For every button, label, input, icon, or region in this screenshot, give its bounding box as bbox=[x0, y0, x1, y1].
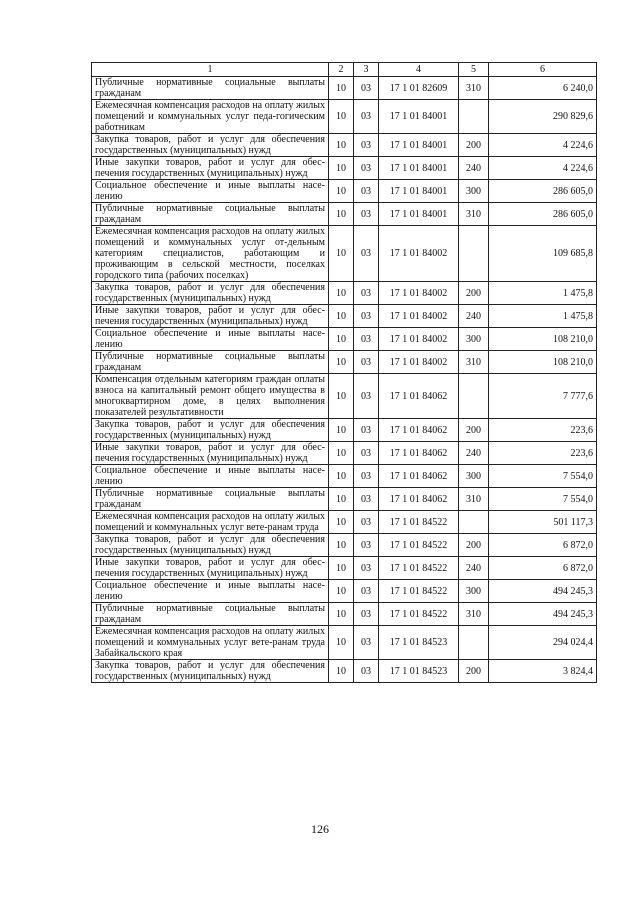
cell-subsection: 03 bbox=[354, 134, 379, 157]
cell-target-article: 17 1 01 84522 bbox=[379, 511, 459, 534]
cell-section: 10 bbox=[329, 100, 354, 134]
cell-expense-type: 240 bbox=[459, 557, 489, 580]
cell-section: 10 bbox=[329, 419, 354, 442]
cell-amount: 7 554,0 bbox=[489, 488, 597, 511]
cell-amount: 4 224,6 bbox=[489, 157, 597, 180]
cell-subsection: 03 bbox=[354, 374, 379, 419]
table-row bbox=[92, 603, 597, 626]
cell-target-article: 17 1 01 84523 bbox=[379, 660, 459, 683]
cell-expense-type: 200 bbox=[459, 134, 489, 157]
cell-target-article: 17 1 01 84002 bbox=[379, 305, 459, 328]
header-col-3: 3 bbox=[354, 63, 379, 77]
cell-section: 10 bbox=[329, 580, 354, 603]
cell-amount: 109 685,8 bbox=[489, 226, 597, 282]
cell-section: 10 bbox=[329, 77, 354, 100]
cell-name: Социальное обеспечение и иные выплаты насе-лению bbox=[92, 580, 329, 603]
cell-expense-type bbox=[459, 511, 489, 534]
cell-section: 10 bbox=[329, 282, 354, 305]
cell-name: Закупка товаров, работ и услуг для обеспечения государственных (муниципальных) нужд bbox=[92, 282, 329, 305]
cell-amount: 7 777,6 bbox=[489, 374, 597, 419]
cell-expense-type: 200 bbox=[459, 282, 489, 305]
cell-subsection: 03 bbox=[354, 77, 379, 100]
cell-target-article: 17 1 01 84001 bbox=[379, 180, 459, 203]
cell-name: Публичные нормативные социальные выплаты гражданам bbox=[92, 203, 329, 226]
cell-subsection: 03 bbox=[354, 603, 379, 626]
cell-target-article: 17 1 01 84522 bbox=[379, 557, 459, 580]
cell-name: Ежемесячная компенсация расходов на оплату жилых помещений и коммунальных услуг педа-гогическим работникам bbox=[92, 100, 329, 134]
cell-target-article: 17 1 01 84001 bbox=[379, 157, 459, 180]
cell-expense-type: 310 bbox=[459, 203, 489, 226]
cell-section: 10 bbox=[329, 534, 354, 557]
table-row bbox=[92, 77, 597, 100]
cell-target-article: 17 1 01 84002 bbox=[379, 328, 459, 351]
cell-amount: 108 210,0 bbox=[489, 328, 597, 351]
cell-amount: 1 475,8 bbox=[489, 305, 597, 328]
cell-target-article: 17 1 01 84001 bbox=[379, 203, 459, 226]
cell-name: Компенсация отдельным категориям граждан оплаты взноса на капитальный ремонт общего имущества в многоквартирном доме, в целях выполнения показателей результативности bbox=[92, 374, 329, 419]
table-row bbox=[92, 557, 597, 580]
cell-target-article: 17 1 01 84002 bbox=[379, 282, 459, 305]
cell-amount: 7 554,0 bbox=[489, 465, 597, 488]
cell-name: Закупка товаров, работ и услуг для обеспечения государственных (муниципальных) нужд bbox=[92, 134, 329, 157]
table-row bbox=[92, 351, 597, 374]
cell-section: 10 bbox=[329, 226, 354, 282]
cell-name: Закупка товаров, работ и услуг для обеспечения государственных (муниципальных) нужд bbox=[92, 534, 329, 557]
cell-expense-type: 240 bbox=[459, 442, 489, 465]
table-row bbox=[92, 305, 597, 328]
cell-expense-type bbox=[459, 374, 489, 419]
table-row bbox=[92, 534, 597, 557]
cell-name: Закупка товаров, работ и услуг для обеспечения государственных (муниципальных) нужд bbox=[92, 660, 329, 683]
cell-subsection: 03 bbox=[354, 226, 379, 282]
cell-name: Ежемесячная компенсация расходов на оплату жилых помещений и коммунальных услуг от-дельным категориям специалистов, работающим и проживающим в сельской местности, поселках городского типа (рабочих поселках) bbox=[92, 226, 329, 282]
cell-amount: 286 605,0 bbox=[489, 180, 597, 203]
table-row bbox=[92, 580, 597, 603]
cell-expense-type: 300 bbox=[459, 328, 489, 351]
cell-subsection: 03 bbox=[354, 626, 379, 660]
cell-target-article: 17 1 01 84062 bbox=[379, 419, 459, 442]
header-col-4: 4 bbox=[379, 63, 459, 77]
cell-section: 10 bbox=[329, 180, 354, 203]
cell-expense-type: 310 bbox=[459, 77, 489, 100]
cell-amount: 6 240,0 bbox=[489, 77, 597, 100]
cell-subsection: 03 bbox=[354, 465, 379, 488]
cell-amount: 1 475,8 bbox=[489, 282, 597, 305]
cell-amount: 6 872,0 bbox=[489, 534, 597, 557]
cell-section: 10 bbox=[329, 374, 354, 419]
cell-target-article: 17 1 01 84002 bbox=[379, 351, 459, 374]
cell-amount: 501 117,3 bbox=[489, 511, 597, 534]
table-row bbox=[92, 419, 597, 442]
budget-table-page bbox=[91, 62, 596, 683]
cell-expense-type bbox=[459, 100, 489, 134]
cell-name: Иные закупки товаров, работ и услуг для обес-печения государственных (муниципальных) нужд bbox=[92, 442, 329, 465]
cell-subsection: 03 bbox=[354, 557, 379, 580]
cell-expense-type: 300 bbox=[459, 180, 489, 203]
cell-target-article: 17 1 01 84062 bbox=[379, 465, 459, 488]
cell-subsection: 03 bbox=[354, 351, 379, 374]
cell-subsection: 03 bbox=[354, 157, 379, 180]
cell-name: Иные закупки товаров, работ и услуг для обес-печения государственных (муниципальных) нужд bbox=[92, 557, 329, 580]
cell-section: 10 bbox=[329, 134, 354, 157]
cell-subsection: 03 bbox=[354, 534, 379, 557]
cell-name: Ежемесячная компенсация расходов на оплату жилых помещений и коммунальных услуг вете-ранам труда Забайкальского края bbox=[92, 626, 329, 660]
table-row bbox=[92, 442, 597, 465]
cell-expense-type: 200 bbox=[459, 419, 489, 442]
header-col-5: 5 bbox=[459, 63, 489, 77]
table-row bbox=[92, 328, 597, 351]
cell-section: 10 bbox=[329, 626, 354, 660]
cell-amount: 494 245,3 bbox=[489, 603, 597, 626]
header-col-1: 1 bbox=[92, 63, 329, 77]
table-row bbox=[92, 660, 597, 683]
table-body bbox=[92, 77, 597, 683]
cell-subsection: 03 bbox=[354, 282, 379, 305]
budget-table bbox=[91, 62, 597, 683]
cell-subsection: 03 bbox=[354, 511, 379, 534]
table-row bbox=[92, 465, 597, 488]
cell-subsection: 03 bbox=[354, 580, 379, 603]
cell-subsection: 03 bbox=[354, 328, 379, 351]
table-row bbox=[92, 180, 597, 203]
table-row bbox=[92, 134, 597, 157]
cell-name: Иные закупки товаров, работ и услуг для обес-печения государственных (муниципальных) нужд bbox=[92, 157, 329, 180]
cell-expense-type: 240 bbox=[459, 157, 489, 180]
table-row bbox=[92, 488, 597, 511]
cell-expense-type: 310 bbox=[459, 351, 489, 374]
table-row bbox=[92, 374, 597, 419]
cell-name: Социальное обеспечение и иные выплаты насе-лению bbox=[92, 328, 329, 351]
cell-amount: 286 605,0 bbox=[489, 203, 597, 226]
cell-subsection: 03 bbox=[354, 442, 379, 465]
cell-expense-type: 240 bbox=[459, 305, 489, 328]
cell-target-article: 17 1 01 84522 bbox=[379, 580, 459, 603]
cell-section: 10 bbox=[329, 465, 354, 488]
table-row bbox=[92, 626, 597, 660]
cell-subsection: 03 bbox=[354, 660, 379, 683]
table-header-row bbox=[92, 63, 597, 77]
cell-expense-type bbox=[459, 226, 489, 282]
cell-amount: 290 829,6 bbox=[489, 100, 597, 134]
cell-subsection: 03 bbox=[354, 488, 379, 511]
cell-expense-type: 310 bbox=[459, 488, 489, 511]
cell-name: Публичные нормативные социальные выплаты гражданам bbox=[92, 77, 329, 100]
cell-section: 10 bbox=[329, 351, 354, 374]
cell-section: 10 bbox=[329, 488, 354, 511]
cell-expense-type: 310 bbox=[459, 603, 489, 626]
cell-expense-type bbox=[459, 626, 489, 660]
cell-name: Публичные нормативные социальные выплаты гражданам bbox=[92, 488, 329, 511]
cell-target-article: 17 1 01 84062 bbox=[379, 488, 459, 511]
cell-name: Ежемесячная компенсация расходов на оплату жилых помещений и коммунальных услуг вете-ранам труда bbox=[92, 511, 329, 534]
cell-section: 10 bbox=[329, 442, 354, 465]
cell-subsection: 03 bbox=[354, 305, 379, 328]
cell-name: Социальное обеспечение и иные выплаты насе-лению bbox=[92, 465, 329, 488]
cell-target-article: 17 1 01 82609 bbox=[379, 77, 459, 100]
cell-subsection: 03 bbox=[354, 180, 379, 203]
cell-expense-type: 300 bbox=[459, 580, 489, 603]
cell-amount: 3 824,4 bbox=[489, 660, 597, 683]
cell-section: 10 bbox=[329, 603, 354, 626]
cell-amount: 4 224,6 bbox=[489, 134, 597, 157]
table-row bbox=[92, 203, 597, 226]
cell-section: 10 bbox=[329, 328, 354, 351]
cell-target-article: 17 1 01 84001 bbox=[379, 134, 459, 157]
cell-target-article: 17 1 01 84522 bbox=[379, 603, 459, 626]
table-row bbox=[92, 511, 597, 534]
cell-subsection: 03 bbox=[354, 419, 379, 442]
table-row bbox=[92, 226, 597, 282]
cell-section: 10 bbox=[329, 557, 354, 580]
cell-subsection: 03 bbox=[354, 203, 379, 226]
cell-expense-type: 200 bbox=[459, 534, 489, 557]
cell-amount: 223,6 bbox=[489, 419, 597, 442]
cell-target-article: 17 1 01 84062 bbox=[379, 374, 459, 419]
cell-amount: 6 872,0 bbox=[489, 557, 597, 580]
cell-amount: 494 245,3 bbox=[489, 580, 597, 603]
cell-section: 10 bbox=[329, 511, 354, 534]
cell-expense-type: 300 bbox=[459, 465, 489, 488]
cell-target-article: 17 1 01 84523 bbox=[379, 626, 459, 660]
cell-target-article: 17 1 01 84062 bbox=[379, 442, 459, 465]
table-row bbox=[92, 282, 597, 305]
cell-name: Публичные нормативные социальные выплаты гражданам bbox=[92, 351, 329, 374]
cell-section: 10 bbox=[329, 157, 354, 180]
cell-section: 10 bbox=[329, 203, 354, 226]
header-col-2: 2 bbox=[329, 63, 354, 77]
cell-amount: 294 024,4 bbox=[489, 626, 597, 660]
cell-section: 10 bbox=[329, 660, 354, 683]
table-row bbox=[92, 157, 597, 180]
page-number: 126 bbox=[311, 822, 329, 836]
cell-target-article: 17 1 01 84001 bbox=[379, 100, 459, 134]
cell-name: Социальное обеспечение и иные выплаты насе-лению bbox=[92, 180, 329, 203]
cell-subsection: 03 bbox=[354, 100, 379, 134]
cell-name: Иные закупки товаров, работ и услуг для обес-печения государственных (муниципальных) нужд bbox=[92, 305, 329, 328]
cell-target-article: 17 1 01 84522 bbox=[379, 534, 459, 557]
cell-target-article: 17 1 01 84002 bbox=[379, 226, 459, 282]
cell-amount: 108 210,0 bbox=[489, 351, 597, 374]
cell-expense-type: 200 bbox=[459, 660, 489, 683]
cell-amount: 223,6 bbox=[489, 442, 597, 465]
cell-name: Закупка товаров, работ и услуг для обеспечения государственных (муниципальных) нужд bbox=[92, 419, 329, 442]
table-row bbox=[92, 100, 597, 134]
header-col-6: 6 bbox=[489, 63, 597, 77]
cell-section: 10 bbox=[329, 305, 354, 328]
cell-name: Публичные нормативные социальные выплаты гражданам bbox=[92, 603, 329, 626]
